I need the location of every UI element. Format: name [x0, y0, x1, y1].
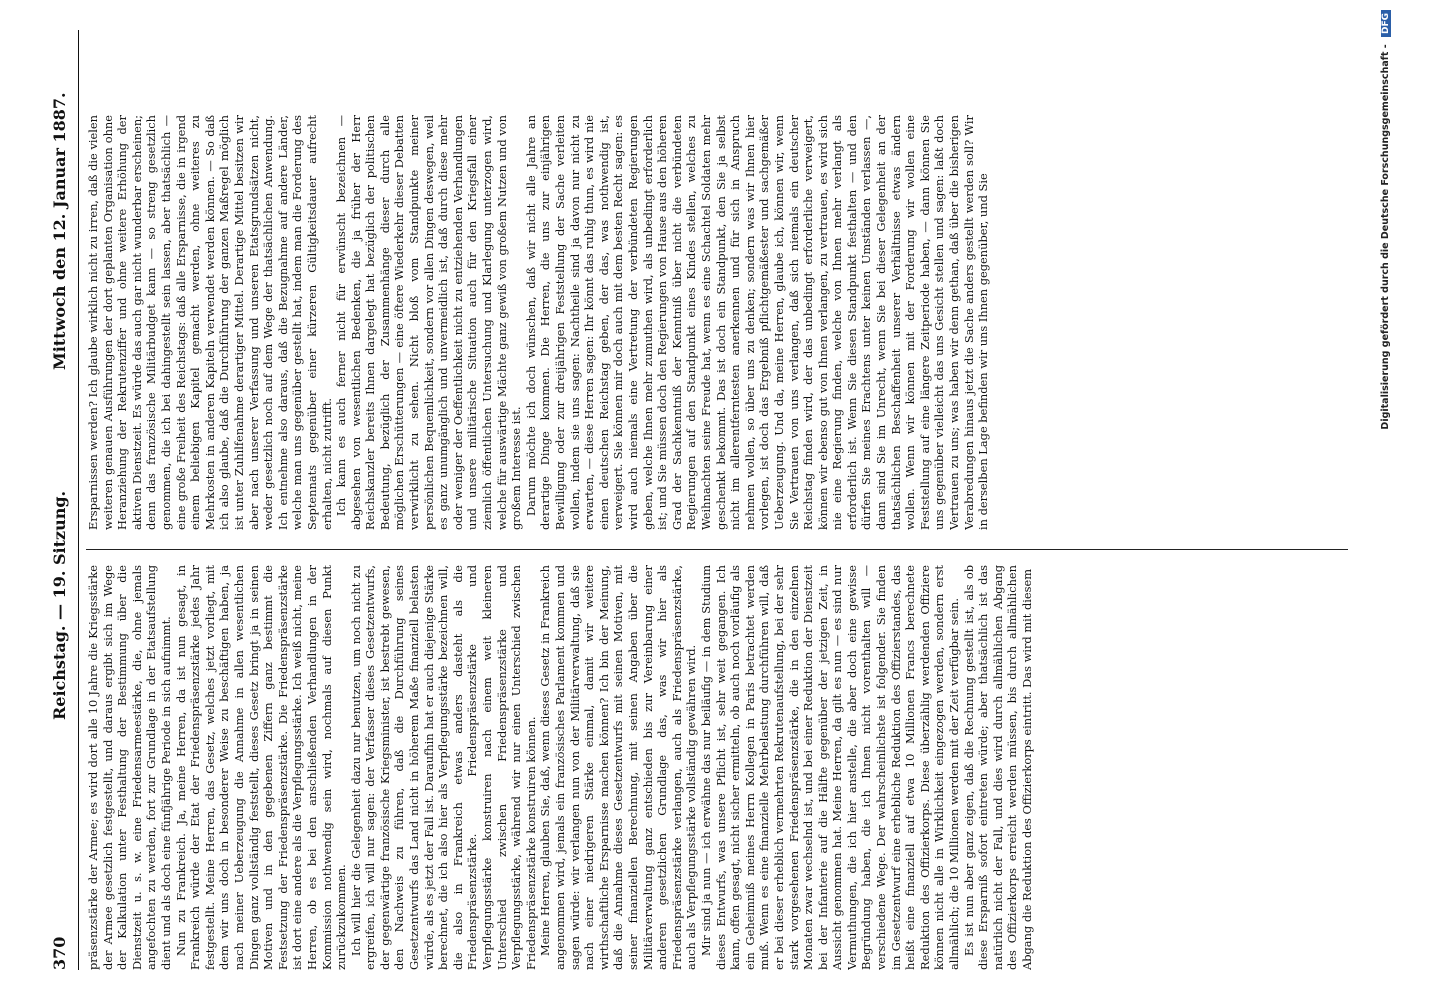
dfg-logo: DFG — [1381, 10, 1391, 37]
digitization-credit — [1380, 10, 1398, 650]
middle-column — [86, 115, 1348, 530]
running-head — [50, 40, 76, 970]
paragraph: Es ist nun aber ganz eigen, daß die Rechnung gestellt ist, als ob diese Ersparniß sofort eintreten würde; aber thatsächlich ist das natürlich nicht der Fall, und dies wird durch allmählichen Abgang des Offizierkorps erreicht werden müssen, bis durch allmählichen Abgang die Reduktion des Offizierkorps eintritt. Das wird mit diesem — [961, 565, 1034, 970]
paragraph: Ich kann es auch ferner nicht für erwünscht bezeichnen — abgesehen von wesentlichen Bedenken, die ja früher der Herr Reichskanzler bereits Ihnen dargelegt hat bezüglich der politischen Bedeutung, bezüglich der Zusammenhänge dieser durch alle möglichen Erschütterungen — eine öftere Wiederkehr dieser Debatten verwirklicht zu sehen. Nicht bloß vom Standpunkte meiner persönlichen Bequemlichkeit, sondern vor allen Dingen deswegen, weil es ganz unumgänglich und unvermeidlich ist, daß durch diese mehr oder weniger der Oeffentlichkeit nicht zu entziehenden Verhandlungen und unsere militärische Situation auch für den Kriegsfall einer ziemlich öffentlichen Untersuchung und Klarlegung unterzogen wird, welche für auswärtige Mächte ganz gewiß von großem Nutzen und von großem Interesse ist. — [334, 115, 524, 530]
paragraph: Ersparnissen werden? Ich glaube wirklich nicht zu irren, daß die vielen weiteren genauen Ausführungen der dort geplanten Organisation ohne Heranziehung der Rekrutenziffer und ohne weitere Erhöhung der aktiven Dienstzeit. Es würde das auch gar nicht wunderbar erscheinen; denn das französische Militärbudget kann — so streng gesetzlich genommen, die ich bei dahingestellt sein lassen, aber thatsächlich — eine große Freiheit des Reichstags: daß alle Ersparnisse, die in irgend einem beliebigen Kapitel gemacht werden, ohne weiteres zu Mehrkosten in anderen Kapiteln verwendet werden können. — So daß ich also glaube, daß die Durchführung der ganzen Maßregel möglich ist unter Zuhilfenahme derartiger Mittel. Derartige Mittel besitzen wir aber nach unserer Verfassung und unseren Etatsgrundsätzen nicht, weder gesetzlich noch auf dem Wege der thatsächlichen Anwendung. Ich entnehme also daraus, daß die Bezugnahme auf andere Länder, welche man uns gegenüber gestellt hat, indem man die Forderung des Septennats gegenüber einer kürzeren Gültigkeitsdauer aufrecht erhalten, nicht zutrifft. — [86, 115, 334, 530]
paragraph: Mir sind ja nun — ich erwähne das nur beiläufig — in dem Studium dieses Entwurfs, was unsere Pflicht ist, sehr weit gegangen. Ich kann, offen gesagt, nicht sicher ermitteln, ob auch noch vorläufig als ein Geheimniß meines Herrn Kollegen in Paris betrachtet werden muß. Wenn es eine finanzielle Mehrbelastung durchführen will, daß er bei dieser erheblich vermehrten Rekrutenaufstellung, bei der sehr stark vorgesehenen Friedenspräsenzstärke, die in den einzelnen Monaten zwar wechselnd ist, und bei einer Reduktion der Dienstzeit bei der Infanterie auf die Hälfte gegenüber der jetzigen Zeit, in Aussicht genommen hat. Meine Herren, da gilt es nun — es sind nur Vermuthungen, die ich hier anstelle, die aber doch eine gewisse Begründung haben, die ich Ihnen nicht vorenthalten will — verschiedene Wege. Der wahrscheinlichste ist folgender. Sie finden im Gesetzentwurf eine erhebliche Reduktion des Offizierstandes, das heißt eine finanziell auf etwa 10 Millionen Francs berechnete Reduktion des Offizierkorps. Diese überzählig werdenden Offiziere können nicht alle in Wirklichkeit eingezogen werden, sondern erst allmählich; die 10 Millionen werden mit der Zeit verfügbar sein. — [698, 565, 962, 970]
credit-text: Digitalisierung gefördert durch die Deutsche Forschungsgemeinschaft - — [1380, 44, 1391, 430]
running-head-right: Mittwoch den 12. Januar 1887. — [50, 92, 69, 370]
paragraph: Ich will hier die Gelegenheit dazu nur benutzen, um noch nicht zu ergreifen, ich will nur sagen: der Verfasser dieses Gesetzentwurfs, der gegenwärtige französische Kriegsminister, ist bestrebt gewesen, den Nachweis zu führen, daß die Durchführung seines Gesetzentwurfs das Land nicht in höherem Maße finanziell belasten würde, als es jetzt der Fall ist. Daraufhin hat er auch diejenige Stärke berechnet, die ich also hier als Verpflegungsstärke bezeichnen will, die also in Frankreich etwas anders dasteht als die Friedenspräsenzstärke. Friedenspräsenzstärke und Verpflegungsstärke konstruiren nach einem weit kleineren Unterschied zwischen Friedenspräsenzstärke und Verpflegungsstärke, während wir nur einen Unterschied zwischen Friedenspräsenzstärke konstruiren können. — [348, 565, 538, 970]
paragraph: Darum möchte ich doch wünschen, daß wir nicht alle Jahre an derartige Dinge kommen. Die Herren, die uns zur einjährigen Bewilligung oder zur dreijährigen Feststellung der Sache verleiten wollen, indem sie uns sagen: Nachtheile sind ja davon nur nicht zu erwarten, — diese Herren sagen: Ihr könnt das ruhig thun, es wird nie einen deutschen Reichstag geben, der das, was nothwendig ist, verweigert. Sie können mir doch auch mit dem besten Recht sagen: es wird auch niemals eine Vertretung der verbündeten Regierungen geben, welche Ihnen mehr zumuthen wird, als unbedingt erforderlich ist; und Sie müssen doch den Regierungen von Hause aus den höheren Grad der Sachkenntniß der Kenntniß über nicht die verbündeten Regierungen auf den Standpunkt eines Kindes stellen, welches zu Weihnachten seine Freude hat, wenn es eine Schachtel Soldaten mehr geschenkt bekommt. Das ist doch ein Standpunkt, den Sie ja selbst nicht im allerentferntesten anerkennen und für sich in Anspruch nehmen wollen, so über uns zu denken; sondern was wir Ihnen hier vorlegen, ist doch das Ergebniß pflichtgemäßester und sachgemäßer Ueberzeugung. Und da, meine Herren, glaube ich, können wir, wenn Sie Vertrauen von uns verlangen, daß sich niemals ein deutscher Reichstag finden wird, der das unbedingt erforderliche verweigert, können wir ebenso gut von Ihnen verlangen, zu vertrauen, es wird sich nie eine Regierung finden, welche von Ihnen mehr verlangt als erforderlich ist. Wenn Sie diesen Standpunkt festhalten — und den dürfen Sie meines Erachtens unter keinen Umständen verlassen —, dann sind Sie im Unrecht, wenn Sie bei dieser Gelegenheit an der thatsächlichen Beschaffenheit unserer Verhältnisse etwas ändern wollen. Wenn wir können mit der Forderung wir wollen eine Feststellung auf eine längere Zeitperiode haben, — dann können Sie uns gegenüber vielleicht das uns Gesicht stellen und sagen: laßt doch Vertrauen zu uns; was haben wir denn gethan, daß über die bisherigen Verabredungen hinaus jetzt die Sache anders gestellt werden soll? Wir in derselben Lage befinden wir uns Ihnen gegenüber, und Sie — [523, 115, 991, 530]
header-rule — [78, 30, 79, 970]
column-rule — [86, 549, 1348, 550]
paragraph: präsenzstärke der Armee; es wird dort alle 10 Jahre die Kriegsstärke der Armee gesetzlich festgestellt, und daraus ergibt sich im Wege der Kalkulation unter Festhaltung der Bestimmung über die Dienstzeit u. s. w. eine Friedensarmeestärke, die, ohne jemals angefochten zu werden, fort zur Grundlage in der Etatsaufstellung dient und als doch eine fünfjährige Periode in sich aufnimmt. — [86, 565, 173, 970]
paragraph: Meine Herren, glauben Sie, daß, wenn dieses Gesetz in Frankreich angenommen wird, jemals ein französisches Parlament kommen und sagen würde: wir verlangen nun von der Militärverwaltung, daß sie nach einer niedrigeren Stärke einmal, damit wir weitere wirthschaftliche Ersparnisse machen können? Ich bin der Meinung, daß die Annahme dieses Gesetzentwurfs mit seinen Motiven, mit seiner finanziellen Berechnung, mit seinen Angaben über die Militärverwaltung ganz entschieden bis zur Vereinbarung einer anderen gesetzlichen Grundlage das, was wir hier als Friedenspräsenzstärke verlangen, auch als Friedenspräsenzstärke, auch als Verpflegungsstärke vollständig gewähren wird. — [538, 565, 699, 970]
left-column — [86, 565, 1348, 970]
blank-margin — [86, 15, 1348, 105]
paragraph: Nun zu Frankreich. Ja, meine Herren, da ist nun gesagt, in Frankreich würde der Etat der Friedenspräsenzstärke jedes Jahr festgestellt. Meine Herren, das Gesetz, welches jetzt vorliegt, mit dem wir uns doch in besonderer Weise zu beschäftigen haben, ja nach meiner Ueberzeugung die Annahme in allen wesentlichen Dingen ganz vollständig feststellt, dieses Gesetz bringt ja in seinen Motiven und in den gegebenen Ziffern ganz bestimmt die Festsetzung der Friedenspräsenzstärke. Die Friedenspräsenzstärke ist dort eine andere als die Verpflegungsstärke. Ich weiß nicht, meine Herren, ob es bei den anschließenden Verhandlungen in der Kommission nothwendig sein wird, nochmals auf diesen Punkt zurückzukommen. — [173, 565, 349, 970]
page-number: 370 — [50, 936, 69, 970]
running-head-left: Reichstag. — 19. Sitzung. — [50, 490, 69, 720]
